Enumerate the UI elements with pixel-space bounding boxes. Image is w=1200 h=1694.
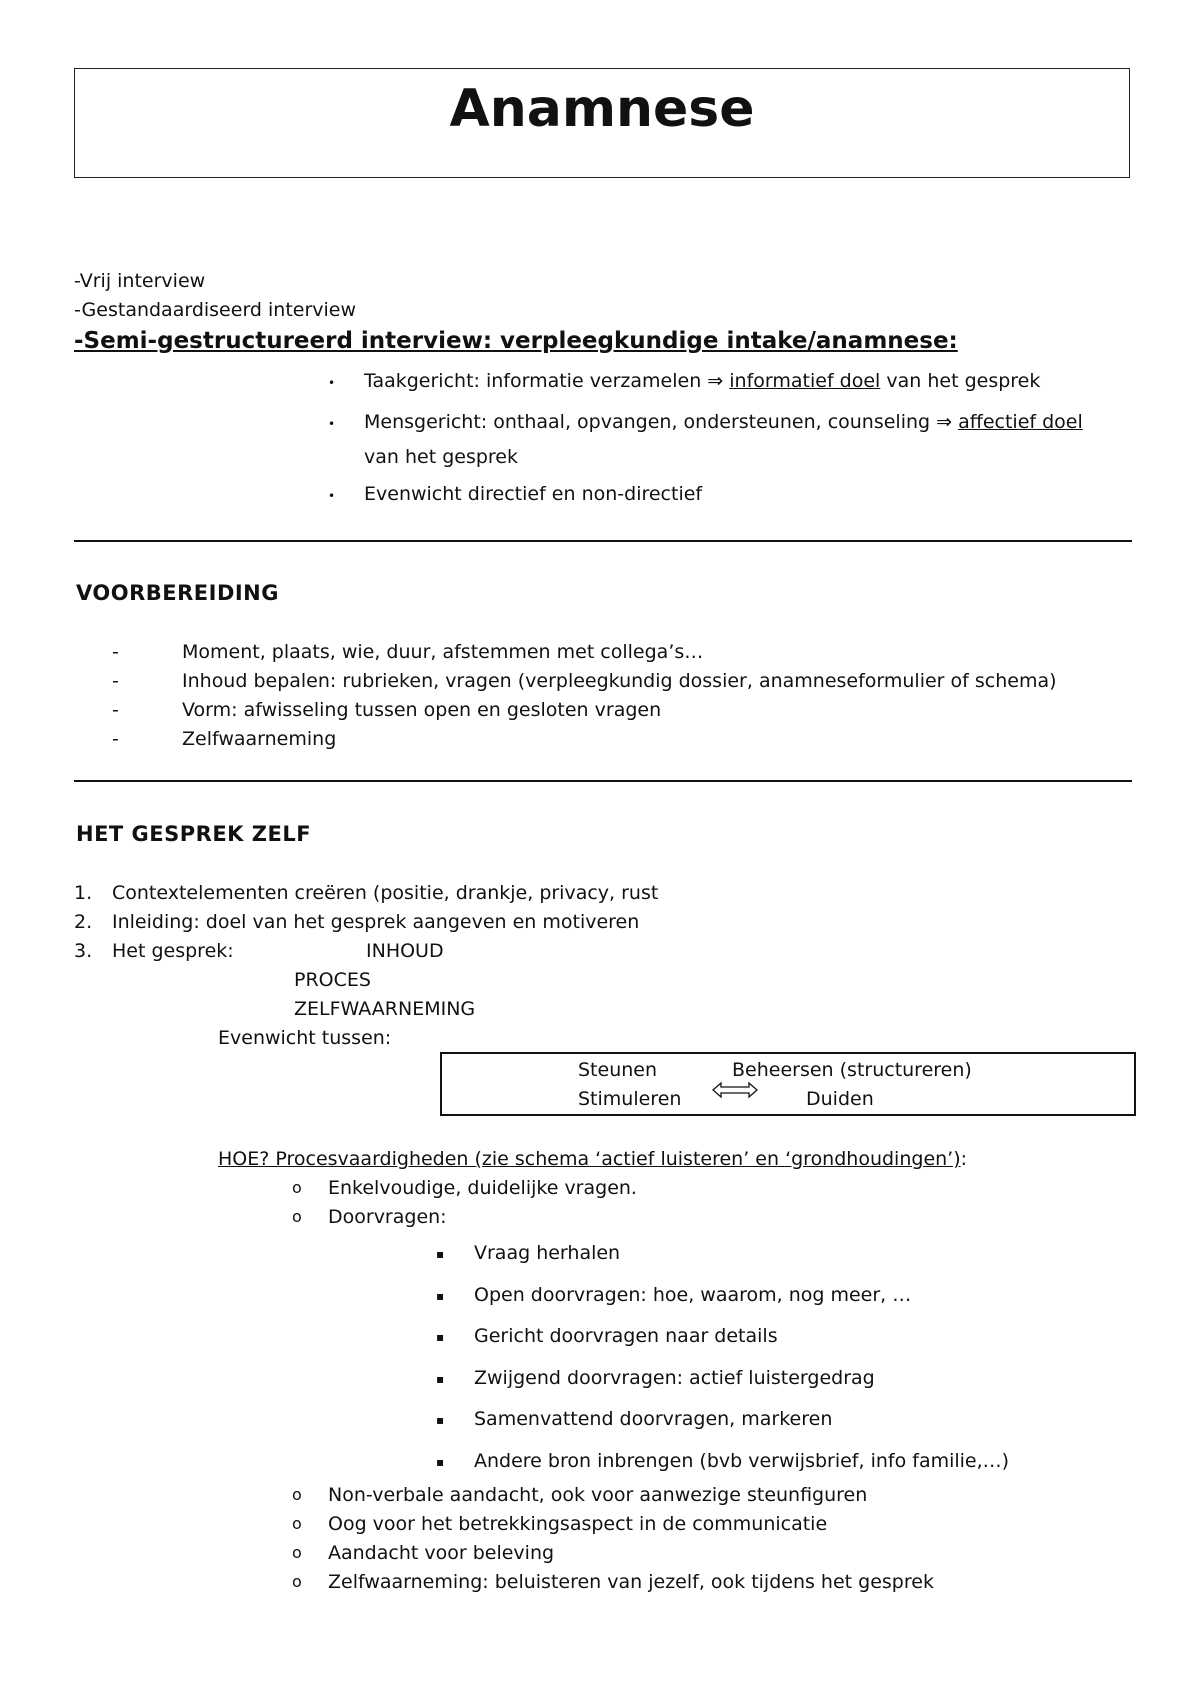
- balance-beheersen: Beheersen (structureren): [732, 1059, 972, 1081]
- dash-marker: -: [112, 670, 119, 692]
- balance-steunen: Steunen: [578, 1059, 658, 1081]
- bullet-icon: •: [328, 376, 336, 390]
- hoe-item-betrekking: Oog voor het betrekkingsaspect in de communicatie: [328, 1513, 828, 1535]
- heading-voorbereiding: VOORBEREIDING: [76, 581, 279, 605]
- hoe-item-zelfwaarneming: Zelfwaarneming: beluisteren van jezelf, ook tijdens het gesprek: [328, 1571, 934, 1593]
- page-title: Anamnese: [449, 79, 755, 139]
- list-number: 3.: [74, 940, 93, 962]
- doorvragen-item: Samenvattend doorvragen, markeren: [474, 1408, 833, 1430]
- gesprek-item-context: Contextelementen creëren (positie, drankje, privacy, rust: [112, 882, 659, 904]
- circle-bullet-icon: o: [292, 1572, 302, 1591]
- title-box: [74, 68, 1130, 178]
- hoe-item-enkelvoudig: Enkelvoudige, duidelijke vragen.: [328, 1177, 637, 1199]
- square-bullet-icon: ▪: [436, 1372, 445, 1386]
- balance-box: [440, 1052, 1136, 1116]
- circle-bullet-icon: o: [292, 1178, 302, 1197]
- intro-vrij: -Vrij interview: [74, 270, 206, 292]
- circle-bullet-icon: o: [292, 1514, 302, 1533]
- intro-bullet-taakgericht: [364, 372, 1040, 391]
- heading-gesprek: HET GESPREK ZELF: [76, 822, 312, 846]
- divider: [74, 780, 1132, 782]
- intro-bullet-text: Mensgericht: onthaal, opvangen, ondersteunen, counseling ⇒: [364, 411, 959, 433]
- intro-bullet-mensgericht: [364, 413, 1083, 432]
- bullet-icon: •: [328, 489, 336, 503]
- square-bullet-icon: ▪: [436, 1413, 445, 1427]
- dash-marker: -: [112, 641, 119, 663]
- intro-semi-heading: -Semi-gestructureerd interview: verpleegkundige intake/anamnese:: [74, 328, 958, 354]
- dash-marker: -: [112, 699, 119, 721]
- circle-bullet-icon: o: [292, 1207, 302, 1226]
- dash-marker: -: [112, 728, 119, 750]
- intro-bullet-text: van het gesprek: [880, 370, 1041, 392]
- doorvragen-item: Gericht doorvragen naar details: [474, 1325, 778, 1347]
- hoe-item-doorvragen: Doorvragen:: [328, 1206, 447, 1228]
- hoe-heading-text: HOE? Procesvaardigheden (zie schema ‘actief luisteren’ en ‘grondhoudingen’): [218, 1148, 961, 1170]
- hoe-heading-colon: :: [960, 1148, 968, 1170]
- doorvragen-item: Vraag herhalen: [474, 1242, 621, 1264]
- balance-duiden: Duiden: [806, 1088, 874, 1110]
- intro-bullet-underline: affectief doel: [958, 411, 1083, 433]
- intro-bullet-text: Taakgericht: informatie verzamelen ⇒: [364, 370, 730, 392]
- list-number: 1.: [74, 882, 93, 904]
- hoe-heading: [218, 1150, 967, 1169]
- square-bullet-icon: ▪: [436, 1247, 445, 1261]
- intro-bullet-evenwicht: Evenwicht directief en non-directief: [364, 483, 703, 505]
- label-proces: PROCES: [294, 969, 371, 991]
- doorvragen-item: Andere bron inbrengen (bvb verwijsbrief, info familie,…): [474, 1450, 1010, 1472]
- doorvragen-item: Open doorvragen: hoe, waarom, nog meer, …: [474, 1284, 912, 1306]
- circle-bullet-icon: o: [292, 1485, 302, 1504]
- circle-bullet-icon: o: [292, 1543, 302, 1562]
- intro-gestandaardiseerd: -Gestandaardiseerd interview: [74, 299, 357, 321]
- voorbereiding-item: Zelfwaarneming: [182, 728, 337, 750]
- bullet-icon: •: [328, 417, 336, 431]
- doorvragen-item: Zwijgend doorvragen: actief luistergedrag: [474, 1367, 875, 1389]
- voorbereiding-item: Moment, plaats, wie, duur, afstemmen met collega’s…: [182, 641, 704, 663]
- balance-stimuleren: Stimuleren: [578, 1088, 682, 1110]
- label-zelfwaarneming: ZELFWAARNEMING: [294, 998, 476, 1020]
- label-evenwicht: Evenwicht tussen:: [218, 1027, 392, 1049]
- gesprek-item-inleiding: Inleiding: doel van het gesprek aangeven en motiveren: [112, 911, 640, 933]
- divider: [74, 540, 1132, 542]
- square-bullet-icon: ▪: [436, 1330, 445, 1344]
- hoe-item-beleving: Aandacht voor beleving: [328, 1542, 555, 1564]
- square-bullet-icon: ▪: [436, 1289, 445, 1303]
- label-inhoud: INHOUD: [366, 940, 444, 962]
- intro-bullet-underline: informatief doel: [729, 370, 881, 392]
- voorbereiding-item: Inhoud bepalen: rubrieken, vragen (verpleegkundig dossier, anamneseformulier of schema): [182, 670, 1057, 692]
- list-number: 2.: [74, 911, 93, 933]
- voorbereiding-item: Vorm: afwisseling tussen open en gesloten vragen: [182, 699, 662, 721]
- intro-bullet-mensgericht-cont: van het gesprek: [364, 446, 518, 468]
- hoe-item-nonverbaal: Non-verbale aandacht, ook voor aanwezige steunfiguren: [328, 1484, 868, 1506]
- square-bullet-icon: ▪: [436, 1455, 445, 1469]
- double-arrow-icon: [711, 1081, 759, 1099]
- gesprek-item-gesprek: Het gesprek:: [112, 940, 234, 962]
